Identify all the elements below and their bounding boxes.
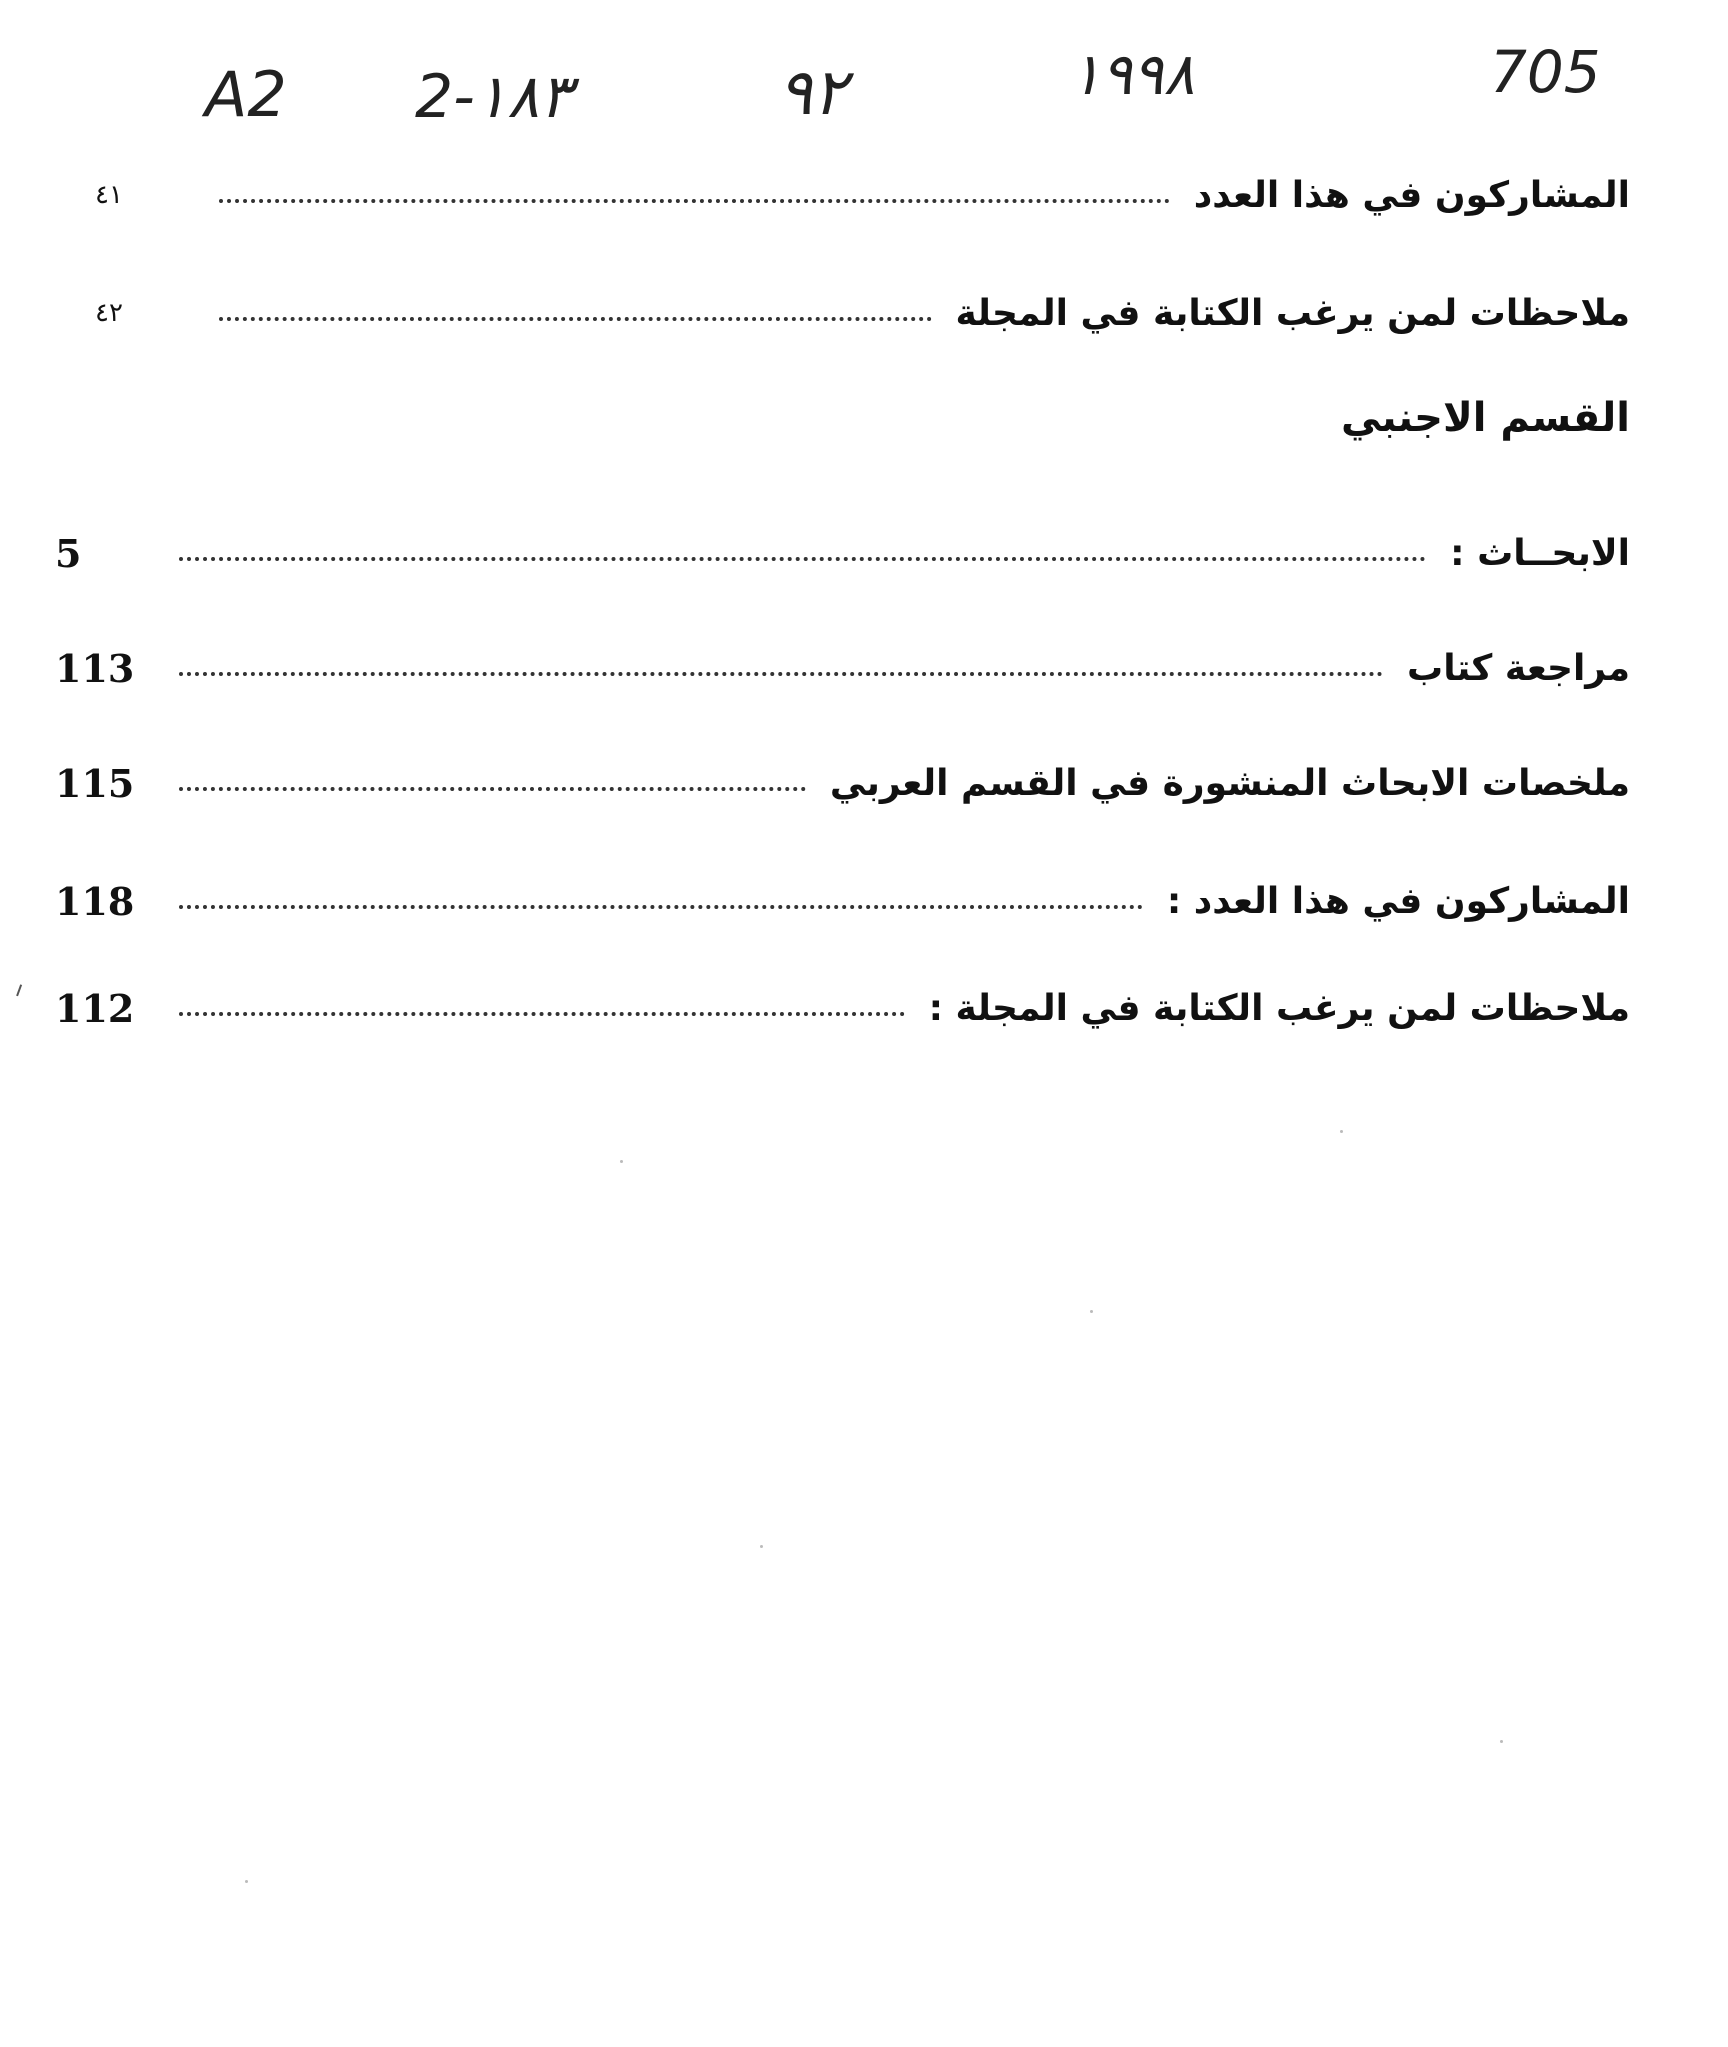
- toc-entry: [55, 866, 1630, 936]
- dot-leader: [179, 905, 1143, 909]
- toc-page-number: 113: [55, 645, 135, 691]
- toc-page-number: ٤١: [95, 180, 123, 210]
- toc-entry-title: ملاحظات لمن يرغب الكتابة في المجلة: [955, 292, 1630, 334]
- scan-speck: [1090, 1310, 1093, 1313]
- scan-speck: [1340, 1130, 1343, 1133]
- toc-entry: [55, 278, 1630, 348]
- toc-entry: [55, 160, 1630, 230]
- toc-entry-title: الابحــاث :: [1450, 532, 1630, 574]
- dot-leader: [179, 1012, 905, 1016]
- annotation-part: 2-١٨٣: [415, 62, 572, 132]
- toc-entry-title: المشاركون في هذا العدد :: [1166, 880, 1630, 922]
- scan-speck: [245, 1880, 248, 1883]
- toc-page-number: 115: [55, 760, 135, 806]
- scan-mark: [16, 984, 26, 997]
- toc-entry-title: المشاركون في هذا العدد: [1193, 174, 1630, 216]
- scan-speck: [760, 1545, 763, 1548]
- annotation-part: 705: [1490, 38, 1601, 106]
- toc-page-number: 112: [55, 985, 135, 1031]
- toc-page-number: ٤٢: [95, 298, 123, 328]
- scan-speck: [1500, 1740, 1503, 1743]
- toc-entry: [55, 748, 1630, 818]
- annotation-part: ١٩٩٨: [1070, 40, 1195, 108]
- annotation-part: A2: [205, 58, 287, 131]
- dot-leader: [179, 672, 1383, 676]
- toc-entry: [55, 518, 1630, 588]
- dot-leader: [179, 557, 1426, 561]
- toc-entry-title: مراجعة كتاب: [1407, 647, 1630, 689]
- dot-leader: [219, 199, 1170, 203]
- scan-speck: [620, 1160, 623, 1163]
- dot-leader: [179, 787, 806, 791]
- toc-entry: [55, 973, 1630, 1043]
- toc-entry: [55, 633, 1630, 703]
- toc-entry-title: ملخصات الابحاث المنشورة في القسم العربي: [829, 762, 1630, 804]
- section-heading: القسم الاجنبي: [1341, 395, 1630, 441]
- toc-entry-title: ملاحظات لمن يرغب الكتابة في المجلة :: [928, 987, 1630, 1029]
- toc-page-number: 5: [55, 530, 82, 576]
- toc-page-number: 118: [55, 878, 135, 924]
- dot-leader: [219, 317, 932, 321]
- annotation-part: ٩٢: [778, 56, 847, 130]
